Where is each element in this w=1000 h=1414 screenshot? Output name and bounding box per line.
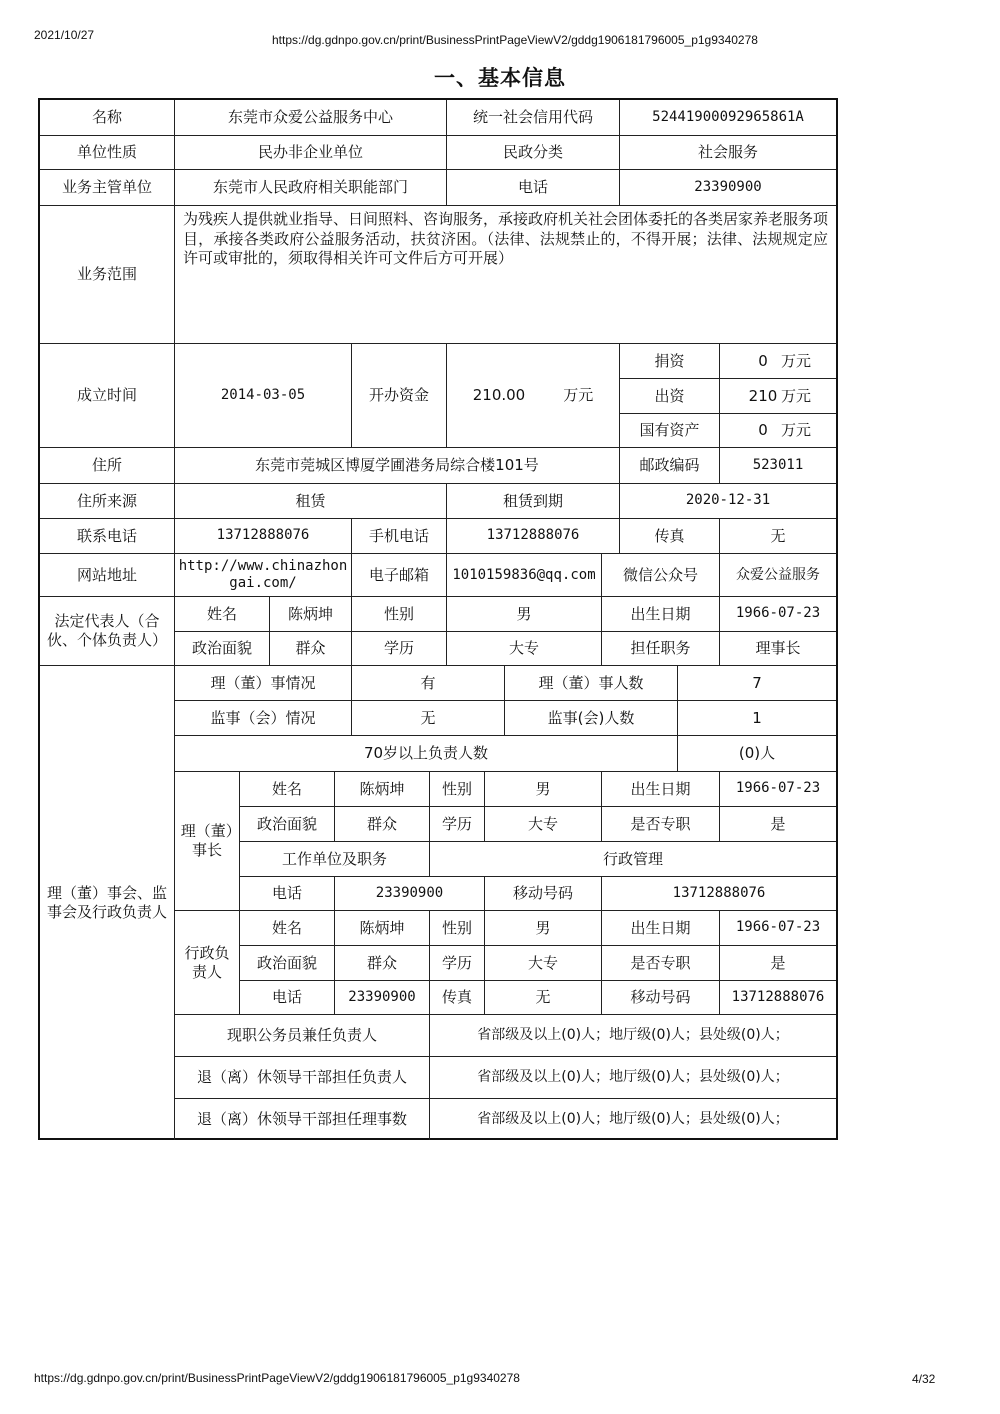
lease-expiry: 2020-12-31 [620,484,836,519]
chair-fulltime-label: 是否专职 [602,807,720,842]
over70-label: 70岁以上负责人数 [175,736,678,772]
board-count-label: 理（董）事人数 [505,666,678,701]
credit-code-label: 统一社会信用代码 [447,100,620,136]
admin-birth-label: 出生日期 [602,911,720,946]
capital-value: 210.00 [472,386,526,405]
admin-name: 陈炳坤 [335,911,430,946]
mobile-label: 手机电话 [352,519,447,554]
email-label: 电子邮箱 [352,554,447,597]
board-count: 7 [678,666,836,701]
civil-servant: 省部级及以上(0)人；地厅级(0)人；县处级(0)人； [430,1015,836,1057]
page-title: 一、基本信息 [434,66,566,90]
unit-type-label: 单位性质 [40,136,175,170]
website: http://www.chinazhongai.com/ [175,554,352,597]
contribution-value: 210 [748,386,778,405]
admin-political: 群众 [335,946,430,981]
basic-info-table [38,98,838,1140]
contribution-label: 出资 [620,379,720,414]
admin-gender: 男 [485,911,602,946]
chair-gender: 男 [485,772,602,807]
supervisor-label: 业务主管单位 [40,170,175,206]
donation-value: 0 [758,351,768,370]
chair-work: 行政管理 [430,842,836,877]
postcode: 523011 [720,448,836,484]
admin-political-label: 政治面貌 [240,946,335,981]
credit-code: 52441900092965861A [620,100,836,136]
admin-fax-label: 传真 [430,981,485,1015]
lease-expiry-label: 租赁到期 [447,484,620,519]
postcode-label: 邮政编码 [620,448,720,484]
chair-birth: 1966-07-23 [720,772,836,807]
retired-director: 省部级及以上(0)人；地厅级(0)人；县处级(0)人； [477,1111,789,1128]
retired-leader-label: 退（离）休领导干部担任负责人 [175,1057,430,1099]
legal-position: 理事长 [720,632,836,666]
chair-phone-label: 电话 [240,877,335,911]
donation-label: 捐资 [620,344,720,379]
unit-type: 民办非企业单位 [175,136,447,170]
legal-political-label: 政治面貌 [175,632,270,666]
admin-birth: 1966-07-23 [720,911,836,946]
capital-unit: 万元 [563,386,594,405]
chair-phone: 23390900 [335,877,485,911]
wechat: 众爱公益服务 [720,554,836,597]
supervisor-phone: 23390900 [620,170,836,206]
admin-fulltime-label: 是否专职 [602,946,720,981]
admin-fax: 无 [485,981,602,1015]
contribution-unit: 万元 [780,386,811,405]
chair-education-label: 学历 [430,807,485,842]
mobile: 13712888076 [447,519,620,554]
donation-unit: 万元 [780,351,811,370]
admin-phone: 23390900 [335,981,430,1015]
admin-education: 大专 [485,946,602,981]
civil-class-label: 民政分类 [447,136,620,170]
legal-gender-label: 性别 [352,597,447,632]
fax: 无 [720,519,836,554]
supervisor: 东莞市人民政府相关职能部门 [175,170,447,206]
chair-name-label: 姓名 [240,772,335,807]
chair-mobile-label: 移动号码 [485,877,602,911]
admin-gender-label: 性别 [430,911,485,946]
board-status-label: 理（董）事情况 [175,666,352,701]
state-asset-unit: 万元 [780,421,811,440]
legal-name: 陈炳坤 [270,597,352,632]
legal-position-label: 担任职务 [602,632,720,666]
chair-gender-label: 性别 [430,772,485,807]
contribution-cell [720,379,836,414]
legal-education-label: 学历 [352,632,447,666]
supervisor-count: 1 [678,701,836,736]
chair-political-label: 政治面貌 [240,807,335,842]
civil-servant-label: 现职公务员兼任负责人 [175,1015,430,1057]
website-label: 网站地址 [40,554,175,597]
legal-birth: 1966-07-23 [720,597,836,632]
page-number: 4/32 [912,1372,936,1386]
capital-cell [447,344,620,448]
legal-rep-label: 法定代表人（合伙、个体负责人） [40,597,175,666]
admin-phone-label: 电话 [240,981,335,1015]
address-source: 租赁 [175,484,447,519]
legal-education: 大专 [447,632,602,666]
email: 1010159836@qq.com [447,554,602,597]
scope-label: 业务范围 [40,206,175,344]
chair-political: 群众 [335,807,430,842]
address-label: 住所 [40,448,175,484]
retired-director-label: 退（离）休领导干部担任理事数 [175,1099,430,1140]
capital-label: 开办资金 [352,344,447,448]
fax-label: 传真 [620,519,720,554]
state-asset-cell [720,414,836,448]
admin-mobile-label: 移动号码 [602,981,720,1015]
wechat-label: 微信公众号 [602,554,720,597]
legal-birth-label: 出生日期 [602,597,720,632]
chair-fulltime: 是 [720,807,836,842]
print-url-footer: https://dg.gdnpo.gov.cn/print/BusinessPrintPageViewV2/gddg1906181796005_p1g9340278 [34,1371,520,1385]
state-asset-value: 0 [758,421,768,440]
state-asset-label: 国有资产 [620,414,720,448]
admin-name-label: 姓名 [240,911,335,946]
supervisor-count-label: 监事(会)人数 [505,701,678,736]
chair-label: 理（董）事长 [175,772,240,911]
founded-label: 成立时间 [40,344,175,448]
legal-gender: 男 [447,597,602,632]
retired-leader: 省部级及以上(0)人；地厅级(0)人；县处级(0)人； [430,1057,836,1099]
chair-birth-label: 出生日期 [602,772,720,807]
civil-class: 社会服务 [620,136,836,170]
print-url-header: https://dg.gdnpo.gov.cn/print/BusinessPrintPageViewV2/gddg1906181796005_p1g9340278 [272,33,758,47]
contact-phone: 13712888076 [175,519,352,554]
address-source-label: 住所来源 [40,484,175,519]
chair-education: 大专 [485,807,602,842]
supervisor-status-label: 监事（会）情况 [175,701,352,736]
over70-count: (0)人 [678,736,836,772]
name-label: 名称 [40,100,175,136]
board-status: 有 [352,666,505,701]
address: 东莞市莞城区博厦学圃港务局综合楼101号 [175,448,620,484]
chair-work-label: 工作单位及职务 [240,842,430,877]
print-date: 2021/10/27 [34,28,95,42]
contact-phone-label: 联系电话 [40,519,175,554]
board-section-label: 理（董）事会、监事会及行政负责人 [40,666,175,1140]
legal-political: 群众 [270,632,352,666]
chair-name: 陈炳坤 [335,772,430,807]
donation-cell [720,344,836,379]
admin-label: 行政负责人 [175,911,240,1015]
phone-label: 电话 [447,170,620,206]
admin-fulltime: 是 [720,946,836,981]
chair-mobile: 13712888076 [602,877,836,911]
legal-name-label: 姓名 [175,597,270,632]
supervisor-status: 无 [352,701,505,736]
business-scope: 为残疾人提供就业指导、日间照料、咨询服务，承接政府机关社会团体委托的各类居家养老服务项目，承接各类政府公益服务活动，扶贫济困。（法律、法规禁止的，不得开展；法律、法规规定应许可或审批的，须取得相关许可文件后方可开展） [175,206,836,344]
org-name: 东莞市众爱公益服务中心 [175,100,447,136]
admin-mobile: 13712888076 [720,981,836,1015]
founded-date: 2014-03-05 [175,344,352,448]
admin-education-label: 学历 [430,946,485,981]
